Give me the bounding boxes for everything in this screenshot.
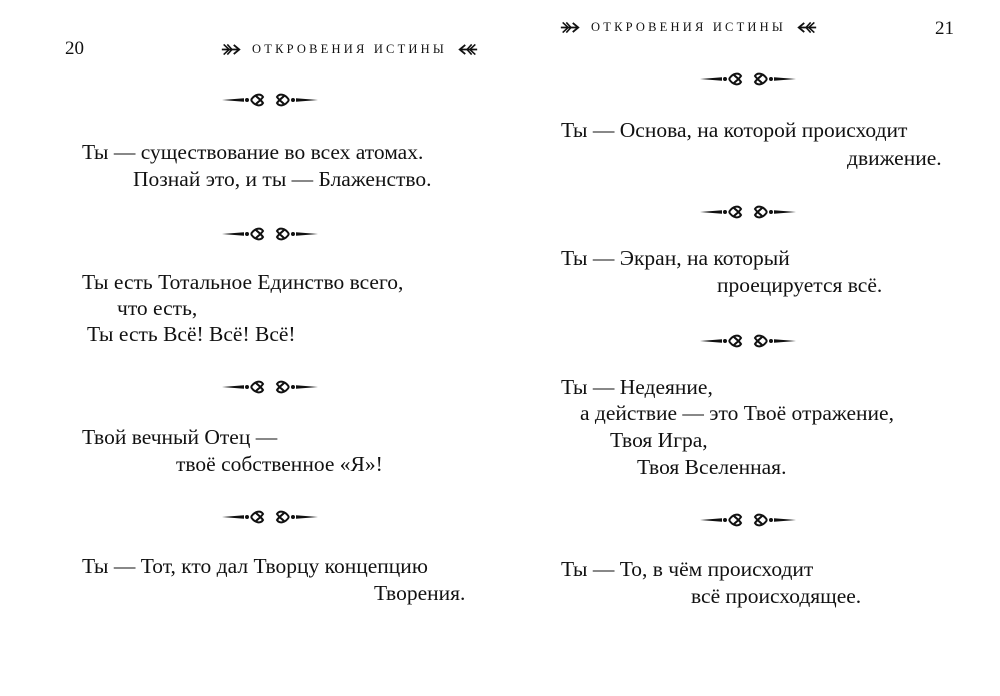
page-number: 21 [935,18,954,39]
stanza-line: движение. [847,146,942,170]
stanza-line: Ты — Тот, кто дал Творцу концепцию [82,554,428,578]
section-divider-ornament-icon [220,379,320,395]
section-divider-ornament-icon [220,509,320,525]
stanza-line: Ты — Недеяние, [561,375,713,399]
right-page [500,0,1000,696]
header-right-ornament-icon [457,43,479,56]
stanza-line: проецируется всё. [717,273,883,297]
section-divider-ornament-icon [698,512,798,528]
stanza-line: Твоя Вселенная. [637,455,787,479]
stanza-line: Ты — То, в чём происходит [561,557,814,581]
stanza-line: всё происходящее. [691,584,862,608]
stanza-line: Ты — Основа, на которой происходит [561,118,908,142]
stanza-line: Твой вечный Отец — [82,425,278,449]
stanza-line: Ты есть Всё! Всё! Всё! [87,322,296,346]
stanza-line: Ты — Экран, на который [561,246,790,270]
header-left-ornament-icon [559,21,581,34]
header-left-ornament-icon [220,43,242,56]
page-number: 20 [65,38,84,59]
section-divider-ornament-icon [698,333,798,349]
stanza-line: Познай это, и ты — Блаженство. [133,167,432,191]
stanza-line: твоё собственное «Я»! [176,452,383,476]
running-header [549,20,828,35]
stanza-line: а действие — это Твоё отражение, [580,401,894,425]
header-right-ornament-icon [796,21,818,34]
running-header-text: ОТКРОВЕНИЯ ИСТИНЫ [591,20,786,34]
running-header-text: ОТКРОВЕНИЯ ИСТИНЫ [252,42,447,56]
stanza-line: Твоя Игра, [610,428,708,452]
section-divider-ornament-icon [220,92,320,108]
running-header [210,42,489,57]
stanza-line: Творения. [374,581,466,605]
stanza-line: что есть, [117,296,198,320]
section-divider-ornament-icon [220,226,320,242]
stanza-line: Ты — существование во всех атомах. [82,140,424,164]
section-divider-ornament-icon [698,71,798,87]
stanza-line: Ты есть Тотальное Единство всего, [82,270,404,294]
section-divider-ornament-icon [698,204,798,220]
